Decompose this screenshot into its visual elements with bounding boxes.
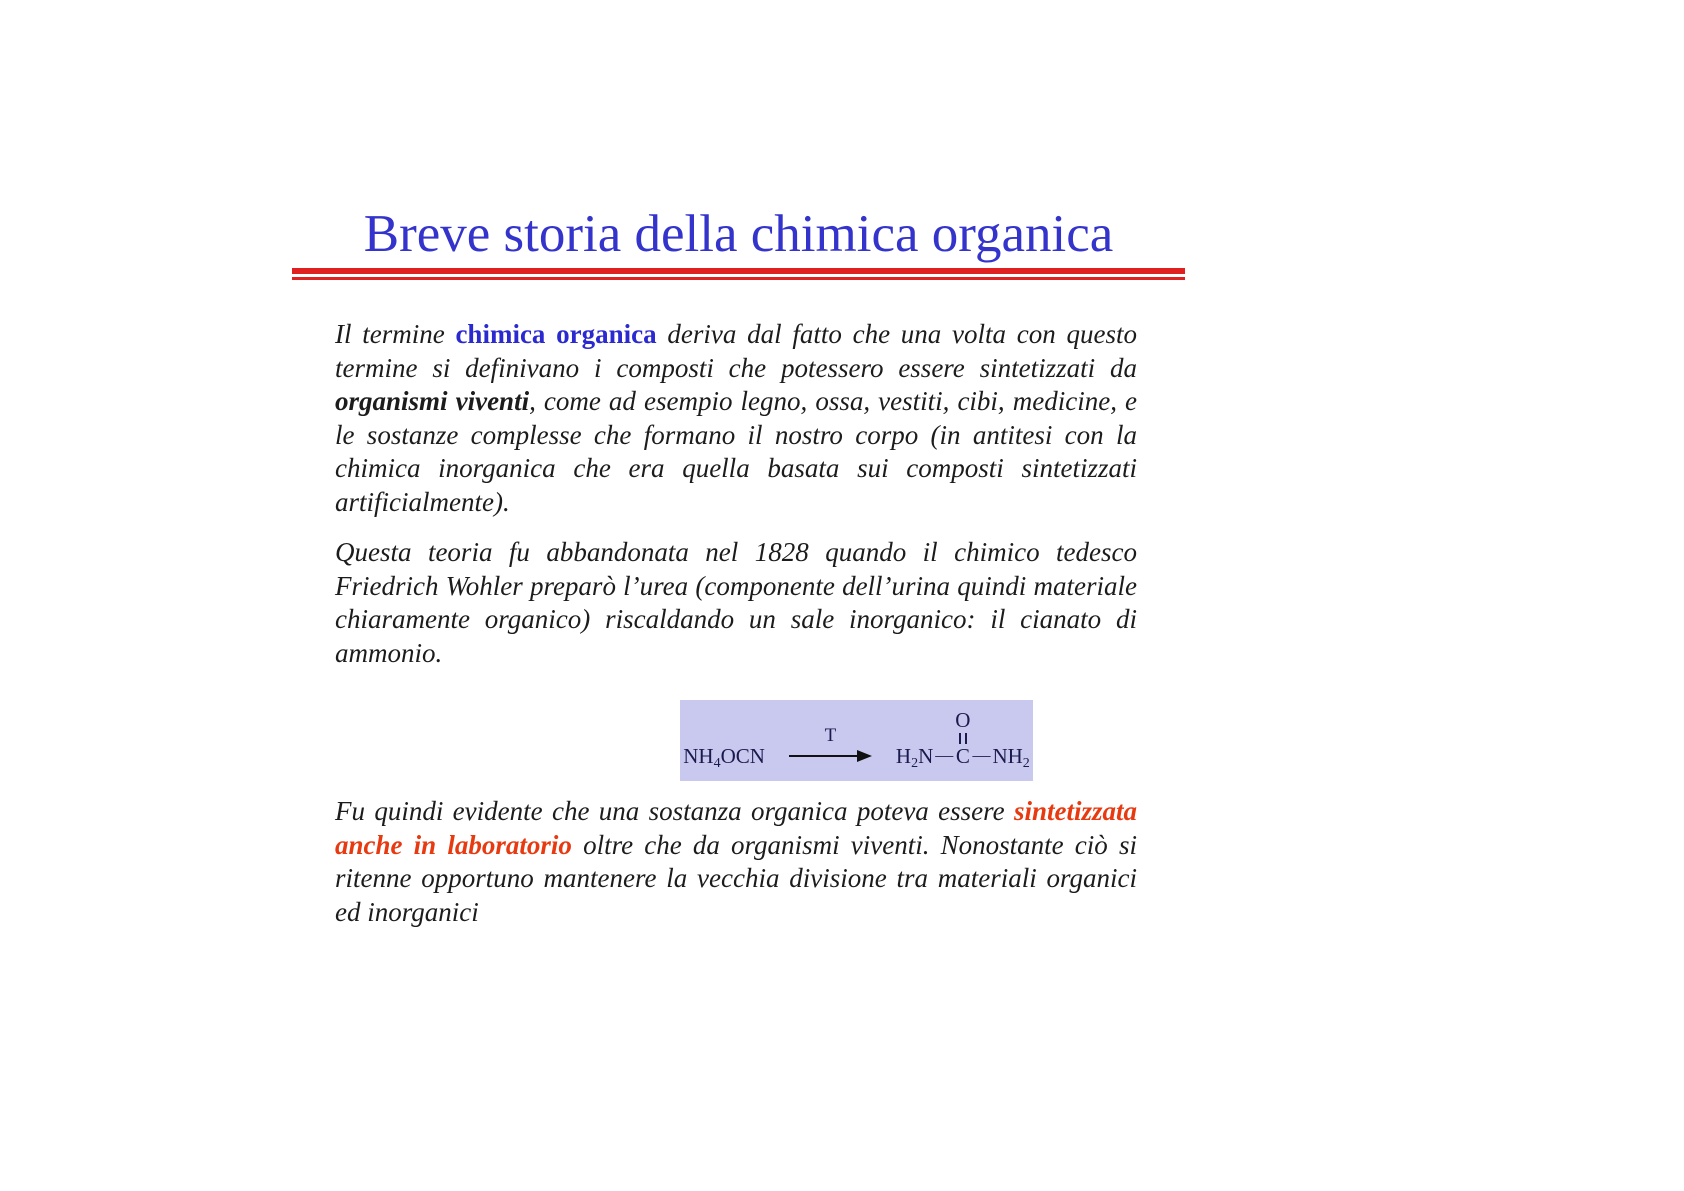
paragraph-conclusion-text-2: oltre che da organismi viventi. Nonostante ciò si ritenne opportuno mantenere la vecchia divisione tra materiali organici ed inorganici [335, 829, 1137, 927]
title-underline [292, 268, 1185, 280]
product-nh: NH [992, 744, 1023, 768]
paragraph-definition-text-1: Il termine [335, 319, 456, 349]
oxygen-atom: O [955, 708, 971, 732]
paragraph-definition [335, 318, 1137, 519]
product-h: H [895, 744, 912, 768]
right-arrow-icon [789, 750, 872, 762]
carbonyl-stack [955, 710, 970, 767]
highlight-organismi-viventi: organismi viventi [335, 386, 530, 416]
reaction-box [680, 700, 1033, 781]
temperature-label: T [824, 725, 837, 746]
product-left-subscript: 2 [911, 756, 919, 771]
highlight-sintetizzata-laboratorio: sintetizzata anche in laboratorio [335, 796, 1137, 860]
reactant-ocn: OCN [720, 744, 765, 768]
carbon-atom: C [955, 744, 970, 768]
reactant-subscript: 4 [713, 756, 721, 771]
title-block [292, 204, 1185, 280]
reaction-arrow-group [789, 726, 872, 767]
reactant-formula [683, 744, 765, 771]
single-bond-left: — [935, 745, 954, 765]
product-right-subscript: 2 [1022, 756, 1030, 771]
paragraph-conclusion-text-1: Fu quindi evidente che una sostanza organica poteva essere [335, 796, 1014, 826]
highlight-chimica-organica: chimica organica [455, 319, 657, 349]
arrow-head [857, 750, 872, 762]
product-right-fragment [992, 744, 1030, 771]
paragraph-definition-text-3: , come ad esempio legno, ossa, vestiti, cibi, medicine, e le sostanze complesse che formano il nostro corpo (in antitesi con la chimica inorganica che era quella basata sui composti sintetizzati artificialmente). [335, 386, 1137, 517]
arrow-shaft [789, 755, 857, 757]
single-bond-right: — [972, 745, 991, 765]
product-formula [895, 708, 1030, 771]
reactant-nh: NH [683, 744, 714, 768]
title-underline-thin-line [292, 277, 1185, 280]
product-n: N [918, 744, 934, 768]
product-left-fragment [895, 744, 934, 771]
double-bond-icon [959, 733, 967, 744]
paragraph-wohler-1828: Questa teoria fu abbandonata nel 1828 quando il chimico tedesco Friedrich Wohler preparò l’urea (componente dell’urina quindi materiale chiaramente organico) riscaldando un sale inorganico: il cianato di ammonio. [335, 537, 1137, 668]
paragraph-conclusion [335, 795, 1137, 929]
title-underline-thick-line [292, 268, 1185, 274]
paragraph-definition-text-2: deriva dal fatto che una volta con questo termine si definivano i composti che potessero essere sintetizzati da [335, 319, 1137, 383]
page-title: Breve storia della chimica organica [363, 205, 1114, 263]
